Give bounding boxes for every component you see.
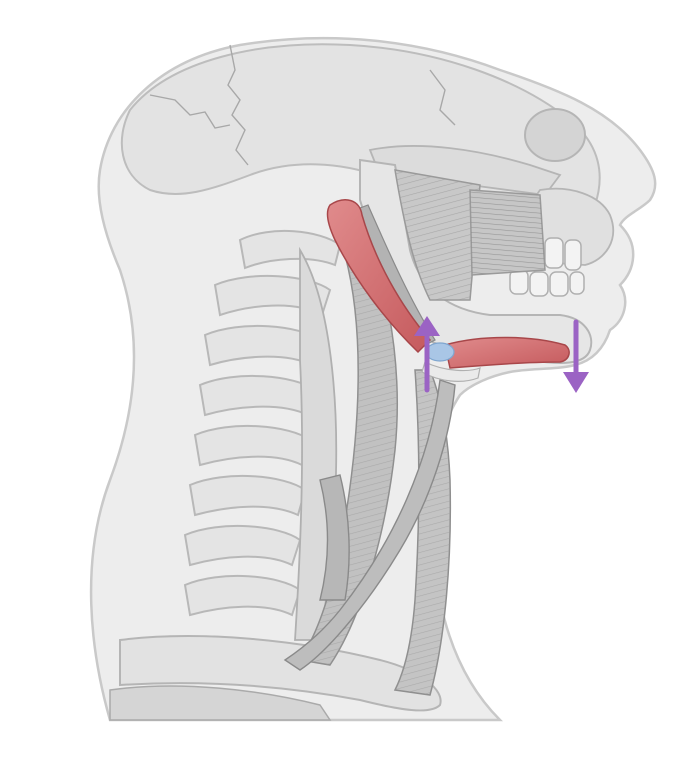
orbit <box>525 109 585 161</box>
buccinator-fibers <box>470 190 545 275</box>
lower-teeth <box>510 270 584 296</box>
digastric-intermediate-tendon <box>426 343 454 361</box>
